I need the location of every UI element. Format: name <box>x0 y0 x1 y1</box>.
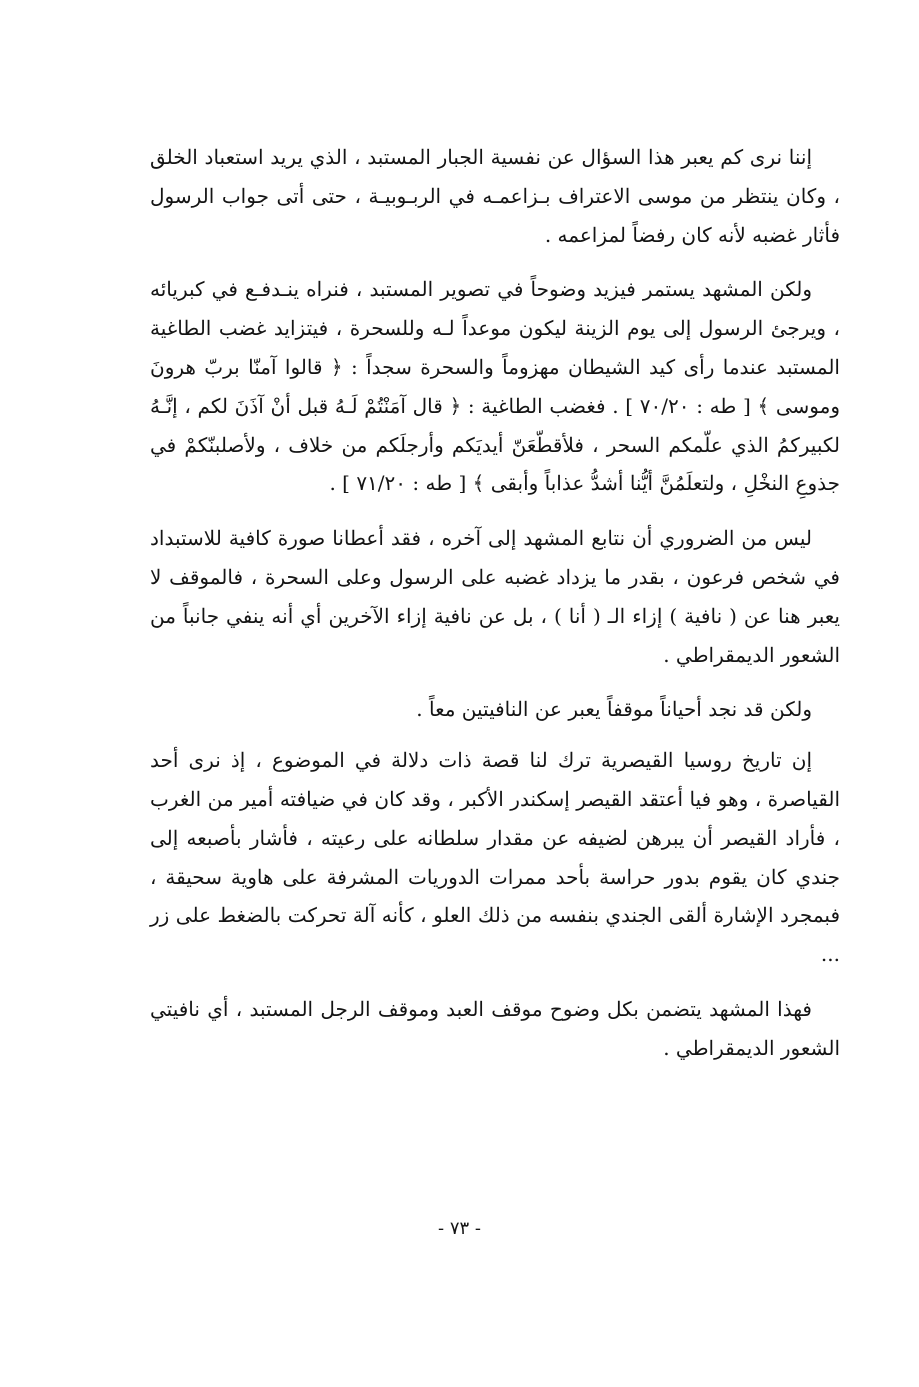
page-number: - ٧٣ - <box>438 1218 481 1239</box>
paragraph-5: إن تاريخ روسيا القيصرية ترك لنا قصة ذات دلالة في الموضوع ، إذ نرى أحد القياصرة ، وهو فيا أعتقد القيصر إسكندر الأكبر ، وقد كان في ضيافته أمير من الغرب ، فأراد القيصر أن يبرهن لضيفه عن مقدار سلطانه على رعيته ، فأشار بأصبعه إلى جندي كان يقوم بدور حراسة بأحد ممرات الدوريات المشرفة على هاوية سحيقة ، فبمجرد الإشارة ألقى الجندي بنفسه من ذلك العلو ، كأنه آلة تحركت بالضغط على زر ... <box>150 748 840 967</box>
paragraph-1: إننا نرى كم يعبر هذا السؤال عن نفسية الجبار المستبد ، الذي يريد استعباد الخلق ، وكان ينتظر من موسى الاعتراف بـزاعمـه في الربـوبيـة ، حتى أتى جواب الرسول فأثار غضبه لأنه كان رفضاً لمزاعمه . <box>150 145 840 247</box>
paragraph-4: ولكن قد نجد أحياناً موقفاً يعبر عن النافيتين معاً . <box>416 697 812 722</box>
body-text <box>150 138 840 1084</box>
paragraph-2: ولكن المشهد يستمر فيزيد وضوحاً في تصوير المستبد ، فنراه ينـدفـع في كبريائه ، ويرجئ الرسول إلى يوم الزينة ليكون موعداً لـه وللسحرة ، فيتزايد غضب الطاغية المستبد عندما رأى كيد الشيطان مهزوماً والسحرة سجداً : ﴿ قالوا آمنّا بربّ هرونَ وموسى ﴾ [ طه : ٧٠/٢٠ ] . فغضب الطاغية : ﴿ قال آمَنْتُمْ لَـهُ قبل أنْ آذَنَ لكم ، إنَّـهُ لكبيركمُ الذي علّمكم السحر ، فلأقطّعَنّ أيديَكم وأرجلَكم من خلاف ، ولأصلبنّكمْ في جذوعِ النخْلِ ، ولتعلَمُنَّ أيُّنا أشدُّ عذاباً وأبقى ﴾ [ طه : ٧١/٢٠ ] . <box>150 277 840 496</box>
paragraph-3: ليس من الضروري أن نتابع المشهد إلى آخره ، فقد أعطانا صورة كافية للاستبداد في شخص فرعون ، بقدر ما يزداد غضبه على الرسول وعلى السحرة ، فالموقف لا يعبر هنا عن ( نافية ) إزاء الـ ( أنا ) ، بل عن نافية إزاء الآخرين أي أنه ينفي جانباً من الشعور الديمقراطي . <box>150 526 840 667</box>
paragraph-6: فهذا المشهد يتضمن بكل وضوح موقف العبد وموقف الرجل المستبد ، أي نافيتي الشعور الديمقراطي . <box>150 996 840 1060</box>
